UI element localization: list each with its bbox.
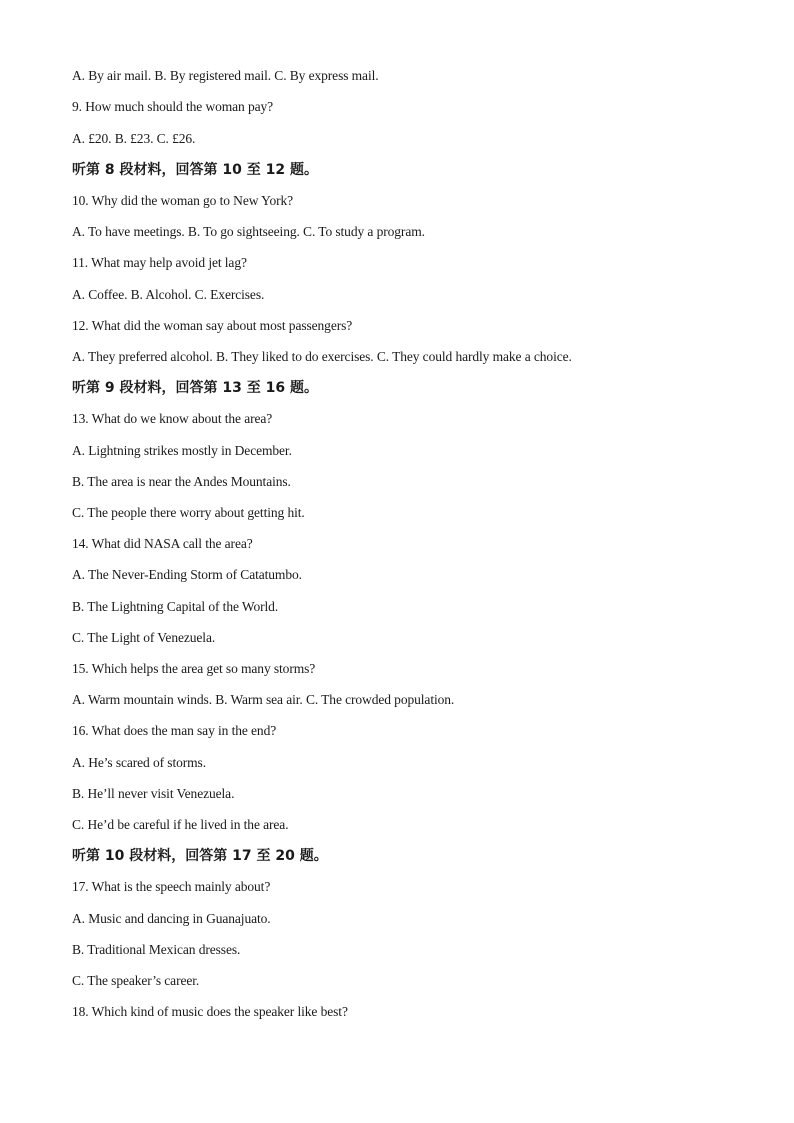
section-heading-8: 听第 8 段材料，回答第 10 至 12 题。 [72,162,318,178]
question-16: 16. What does the man say in the end? [72,723,277,738]
option-16-a: A. He’s scared of storms. [72,755,206,770]
question-13: 13. What do we know about the area? [72,411,273,426]
option-17-a: A. Music and dancing in Guanajuato. [72,911,271,926]
question-9: 9. How much should the woman pay? [72,99,274,114]
question-12: 12. What did the woman say about most passengers? [72,318,353,333]
option-line-15: A. Warm mountain winds. B. Warm sea air. C. The crowded population. [72,692,455,707]
option-16-b: B. He’ll never visit Venezuela. [72,786,235,801]
section-heading-10: 听第 10 段材料，回答第 17 至 20 题。 [72,848,328,864]
option-line-11: A. Coffee. B. Alcohol. C. Exercises. [72,287,265,302]
question-15: 15. Which helps the area get so many storms? [72,661,316,676]
option-line-10: A. To have meetings. B. To go sightseeing. C. To study a program. [72,224,425,239]
question-10: 10. Why did the woman go to New York? [72,193,294,208]
option-14-b: B. The Lightning Capital of the World. [72,599,279,614]
question-18: 18. Which kind of music does the speaker like best? [72,1004,348,1019]
option-line-9: A. £20. B. £23. C. £26. [72,131,196,146]
option-17-c: C. The speaker’s career. [72,973,200,988]
question-14: 14. What did NASA call the area? [72,536,253,551]
question-17: 17. What is the speech mainly about? [72,879,271,894]
option-line-8: A. By air mail. B. By registered mail. C. By express mail. [72,68,379,83]
option-14-c: C. The Light of Venezuela. [72,630,216,645]
option-14-a: A. The Never-Ending Storm of Catatumbo. [72,567,302,582]
option-13-c: C. The people there worry about getting hit. [72,505,305,520]
question-11: 11. What may help avoid jet lag? [72,255,247,270]
option-16-c: C. He’d be careful if he lived in the area. [72,817,289,832]
option-13-b: B. The area is near the Andes Mountains. [72,474,291,489]
option-line-12: A. They preferred alcohol. B. They liked to do exercises. C. They could hardly make a choice. [72,349,572,364]
section-heading-9: 听第 9 段材料，回答第 13 至 16 题。 [72,380,318,396]
option-17-b: B. Traditional Mexican dresses. [72,942,241,957]
option-13-a: A. Lightning strikes mostly in December. [72,443,292,458]
